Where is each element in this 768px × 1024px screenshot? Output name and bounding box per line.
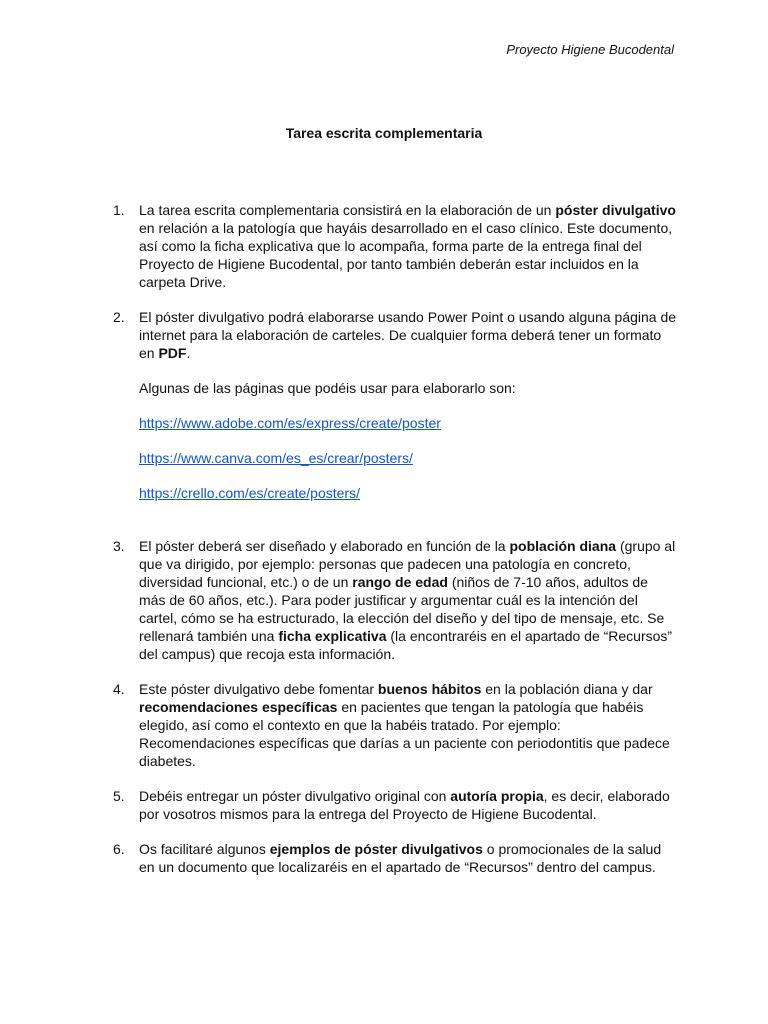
item-text: Os facilitaré algunos ejemplos de póster divulgativos o promocionales de la salud en un documento que localizaréis en el apartado de “Recursos” dentro del campus. [139,841,662,875]
list-item-3 [113,537,678,663]
list-number: 3. [113,538,125,554]
list-item-5 [113,787,678,823]
link-crello-posters[interactable]: https://crello.com/es/create/posters/ [139,485,360,501]
list-item-6 [113,840,678,876]
list-number: 4. [113,681,125,697]
links-intro: Algunas de las páginas que podéis usar para elaborarlo son: [139,380,516,396]
list-item-2 [113,308,678,502]
item-text: El póster divulgativo podrá elaborarse usando Power Point o usando alguna página de internet para la elaboración de carteles. De cualquier forma deberá tener un formato en PDF. [139,309,677,361]
list-number: 2. [113,309,125,325]
item-text: Este póster divulgativo debe fomentar buenos hábitos en la población diana y dar recomendaciones específicas en pacientes que tengan la patología que habéis elegido, así como el contexto en que la habéis tratado. Por ejemplo: Recomendaciones específicas que darías a un paciente con periodontitis que padece diabetes. [139,681,670,769]
item-text: Debéis entregar un póster divulgativo original con autoría propia, es decir, elaborado por vosotros mismos para la entrega del Proyecto de Higiene Bucodental. [139,788,670,822]
document-header: Proyecto Higiene Bucodental [506,42,674,57]
link-canva-posters[interactable]: https://www.canva.com/es_es/crear/posters/ [139,450,413,466]
list-item-1 [113,201,678,291]
list-number: 5. [113,788,125,804]
item-text: El póster deberá ser diseñado y elaborado en función de la población diana (grupo al que va dirigido, por ejemplo: personas que padecen una patología en concreto, diversidad funcional, etc.) o de un rango de edad (niños de 7-10 años, adultos de más de 60 años, etc.). Para poder justificar y argumentar cuál es la intención del cartel, cómo se ha estructurado, la elección del diseño y del tipo de mensaje, etc. Se rellenará también una ficha explicativa (la encontraréis en el apartado de “Recursos” del campus) que recoja esta información. [139,538,676,662]
list-number: 6. [113,841,125,857]
task-list [113,201,678,876]
document-title: Tarea escrita complementaria [285,125,483,141]
list-number: 1. [113,202,125,218]
list-item-4 [113,680,678,770]
item-text: La tarea escrita complementaria consistirá en la elaboración de un póster divulgativo en relación a la patología que hayáis desarrollado en el caso clínico. Este documento, así como la ficha explicativa que lo acompaña, forma parte de la entrega final del Proyecto de Higiene Bucodental, por tanto también deberán estar incluidos en la carpeta Drive. [139,202,676,290]
link-adobe-poster[interactable]: https://www.adobe.com/es/express/create/poster [139,415,441,431]
